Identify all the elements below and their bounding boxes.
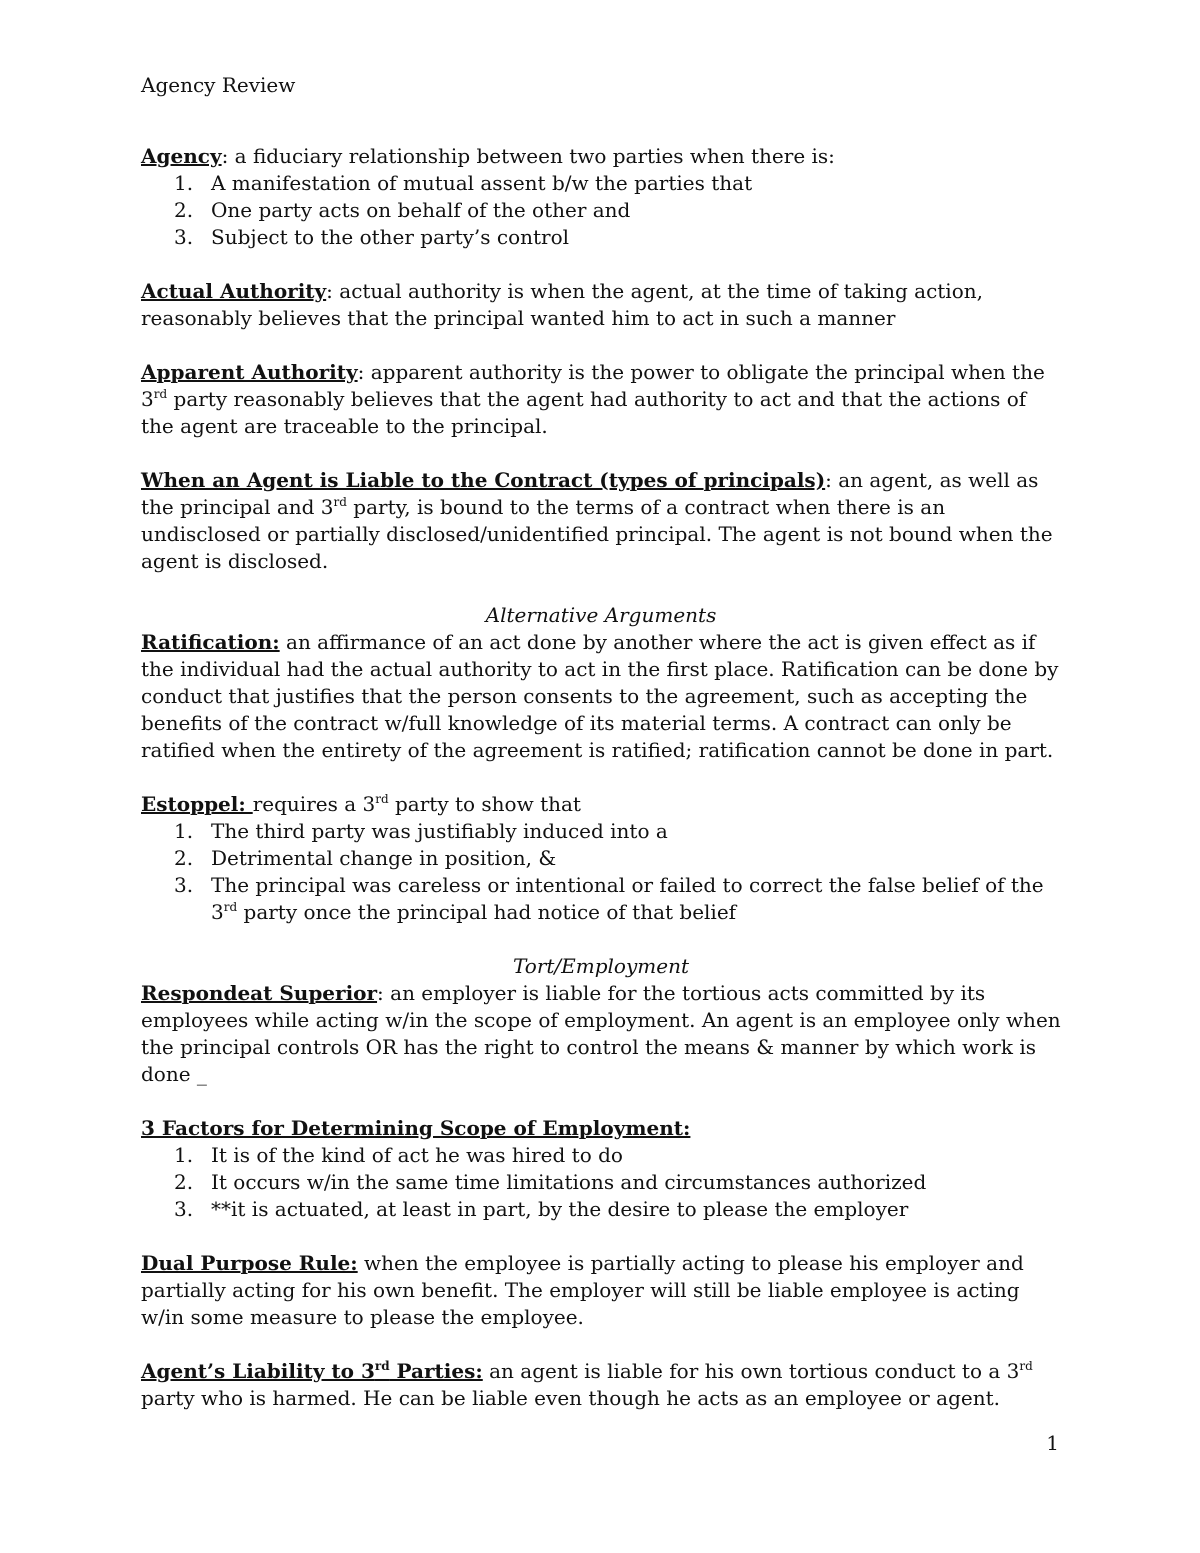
list-number: 3. <box>174 1197 194 1221</box>
list-item <box>141 872 1061 926</box>
agent-liable-definition-part1: : an agent, as well as the principal and 3 <box>141 468 1039 519</box>
scope-factors-heading-line <box>141 1115 1061 1142</box>
list-item <box>141 224 1061 251</box>
agent-liable-section <box>141 467 1061 575</box>
respondeat-superior-term: Respondeat Superior <box>141 981 378 1005</box>
actual-authority-paragraph <box>141 278 1061 332</box>
list-item-text: One party acts on behalf of the other and <box>211 198 631 222</box>
list-item-text: Detrimental change in position, & <box>211 846 557 870</box>
list-item <box>141 818 1061 845</box>
respondeat-superior-definition: : an employer is liable for the tortious acts committed by its employees while acting w/in the scope of employment. An agent is an employee only when the principal controls OR has the right to control the means & manner by which work is done _ <box>141 981 1061 1086</box>
agency-definition: : a fiduciary relationship between two parties when there is: <box>221 144 835 168</box>
dual-purpose-paragraph <box>141 1250 1061 1331</box>
ordinal-suffix: rd <box>223 900 238 914</box>
list-number: 1. <box>174 171 194 195</box>
list-number: 2. <box>174 846 194 870</box>
ordinal-suffix: rd <box>153 387 168 401</box>
agent-liable-paragraph <box>141 467 1061 575</box>
list-item <box>141 1196 1061 1223</box>
ratification-paragraph <box>141 629 1061 764</box>
apparent-authority-paragraph <box>141 359 1061 440</box>
dual-purpose-section <box>141 1250 1061 1331</box>
alternative-arguments-section <box>141 602 1061 764</box>
list-item-text-part2: party once the principal had notice of that belief <box>237 900 737 924</box>
estoppel-paragraph <box>141 791 1061 818</box>
agency-elements-list <box>141 170 1061 251</box>
apparent-authority-definition-part1: : apparent authority is the power to obligate the principal when the 3 <box>141 360 1045 411</box>
list-number: 1. <box>174 1143 194 1167</box>
respondeat-paragraph <box>141 980 1061 1088</box>
document-header: Agency Review <box>141 73 296 97</box>
list-item-text-part1: The principal was careless or intentional or failed to correct the false belief of the 3 <box>211 873 1044 924</box>
list-item <box>141 197 1061 224</box>
list-item-text: It is of the kind of act he was hired to do <box>211 1143 623 1167</box>
ordinal-suffix: rd <box>1019 1359 1033 1373</box>
agency-definition-line <box>141 143 1061 170</box>
list-number: 2. <box>174 1170 194 1194</box>
agent-liable-term: When an Agent is Liable to the Contract (types of principals) <box>141 468 826 492</box>
estoppel-elements-list <box>141 818 1061 926</box>
agent-liability-third-definition-part1: an agent is liable for his own tortious conduct to a 3 <box>482 1359 1020 1383</box>
agent-liability-third-paragraph <box>141 1358 1061 1412</box>
tort-employment-subheading: Tort/Employment <box>513 954 689 978</box>
list-number: 3. <box>174 225 194 249</box>
apparent-authority-term: Apparent Authority <box>141 360 358 384</box>
list-item <box>141 1169 1061 1196</box>
estoppel-term: Estoppel: <box>141 792 253 816</box>
agent-liability-third-section <box>141 1358 1061 1412</box>
scope-factors-term: 3 Factors for Determining Scope of Employment: <box>141 1116 691 1140</box>
ordinal-suffix: rd <box>374 1359 390 1373</box>
ratification-term: Ratification: <box>141 630 280 654</box>
actual-authority-definition: : actual authority is when the agent, at the time of taking action, reasonably believes that the principal wanted him to act in such a manner <box>141 279 983 330</box>
agent-liability-third-term-part1: Agent’s Liability to 3 <box>141 1359 375 1383</box>
ordinal-suffix: rd <box>333 495 347 509</box>
list-item-text: Subject to the other party’s control <box>211 225 570 249</box>
agent-liability-third-term <box>141 1359 483 1383</box>
estoppel-definition-part2: party to show that <box>388 792 581 816</box>
agency-section <box>141 143 1061 251</box>
list-item <box>141 170 1061 197</box>
ordinal-suffix: rd <box>375 792 389 806</box>
alternative-arguments-subheading: Alternative Arguments <box>485 603 717 627</box>
actual-authority-section <box>141 278 1061 332</box>
list-item <box>141 1142 1061 1169</box>
list-item-text: It occurs w/in the same time limitations and circumstances authorized <box>211 1170 927 1194</box>
tort-employment-section <box>141 953 1061 1088</box>
scope-factors-section <box>141 1115 1061 1223</box>
list-number: 1. <box>174 819 194 843</box>
page-number: 1 <box>1046 1431 1059 1455</box>
dual-purpose-definition: when the employee is partially acting to please his employer and partially acting for his own benefit. The employer will still be liable employee is acting w/in some measure to please the employee. <box>141 1251 1024 1329</box>
list-item <box>141 845 1061 872</box>
agent-liability-third-term-part2: Parties: <box>389 1359 483 1383</box>
list-item-text: The third party was justifiably induced into a <box>211 819 668 843</box>
list-number: 3. <box>174 873 194 897</box>
list-number: 2. <box>174 198 194 222</box>
apparent-authority-section <box>141 359 1061 440</box>
agency-term: Agency <box>141 144 222 168</box>
list-item-text: **it is actuated, at least in part, by the desire to please the employer <box>211 1197 909 1221</box>
document-body <box>141 72 1061 1412</box>
apparent-authority-definition-part2: party reasonably believes that the agent had authority to act and that the actions of the agent are traceable to the principal. <box>141 387 1027 438</box>
list-item-text: A manifestation of mutual assent b/w the parties that <box>211 171 753 195</box>
estoppel-definition-part1: requires a 3 <box>252 792 376 816</box>
ratification-definition: an affirmance of an act done by another where the act is given effect as if the individual had the actual authority to act in the first place. Ratification can be done by conduct that justifies that the person consents to the agreement, such as accepting the benefits of the contract w/full knowledge of its material terms. A contract can only be ratified when the entirety of the agreement is ratified; ratification cannot be done in part. <box>141 630 1059 762</box>
agent-liability-third-definition-part2: party who is harmed. He can be liable even though he acts as an employee or agent. <box>141 1386 1001 1410</box>
actual-authority-term: Actual Authority <box>141 279 327 303</box>
scope-factors-list <box>141 1142 1061 1223</box>
estoppel-section <box>141 791 1061 926</box>
dual-purpose-term: Dual Purpose Rule: <box>141 1251 358 1275</box>
agent-liable-definition-part2: party, is bound to the terms of a contract when there is an undisclosed or partially disclosed/unidentified principal. The agent is not bound when the agent is disclosed. <box>141 495 1053 573</box>
